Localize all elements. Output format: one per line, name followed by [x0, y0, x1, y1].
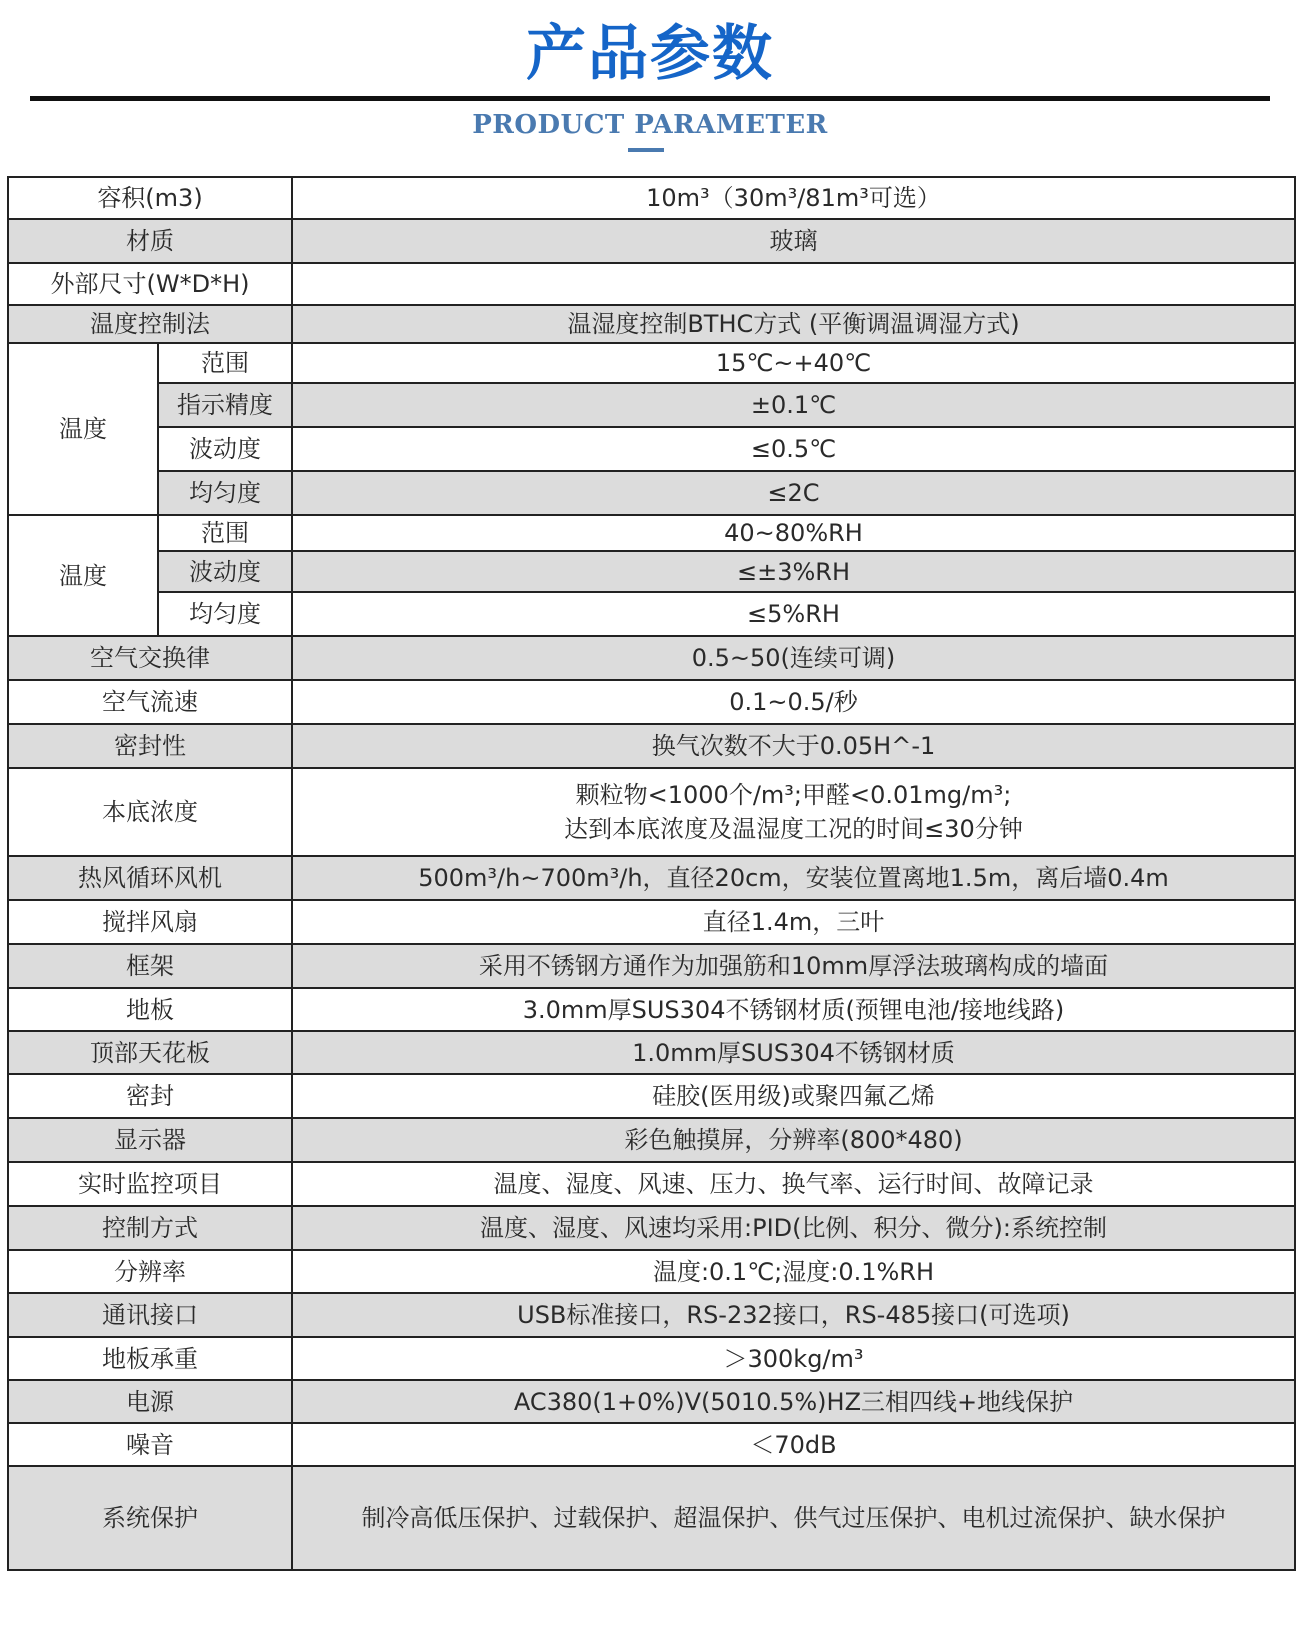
param-value-line: 颗粒物<1000个/m³;甲醛<0.01mg/m³;: [575, 781, 1012, 809]
table-row: [8, 680, 1295, 724]
param-value: 换气次数不大于0.05H^-1: [292, 724, 1295, 768]
param-value: 500m³/h~700m³/h，直径20cm，安装位置离地1.5m，离后墙0.4m: [292, 856, 1295, 900]
param-value: 10m³（30m³/81m³可选）: [292, 177, 1295, 219]
param-value: 制冷高低压保护、过载保护、超温保护、供气过压保护、电机过流保护、缺水保护: [292, 1466, 1295, 1570]
table-row: [8, 724, 1295, 768]
param-label: 外部尺寸(W*D*H): [8, 263, 292, 305]
param-value: 15℃~+40℃: [292, 343, 1295, 383]
param-value: [292, 768, 1295, 856]
table-row: [8, 1380, 1295, 1423]
param-label: 温度控制法: [8, 305, 292, 343]
param-value: 1.0mm厚SUS304不锈钢材质: [292, 1031, 1295, 1074]
param-value: 温度:0.1℃;湿度:0.1%RH: [292, 1250, 1295, 1293]
table-row: [8, 177, 1295, 219]
table-row: [8, 944, 1295, 988]
param-sublabel: 均匀度: [158, 592, 292, 636]
title-divider: [30, 96, 1270, 101]
param-group-label: 温度: [8, 343, 158, 515]
param-label: 空气流速: [8, 680, 292, 724]
table-row: [8, 900, 1295, 944]
param-value: 彩色触摸屏，分辨率(800*480): [292, 1118, 1295, 1162]
param-value: 温度、湿度、风速均采用:PID(比例、积分、微分):系统控制: [292, 1206, 1295, 1250]
param-sublabel: 波动度: [158, 427, 292, 471]
table-row: [8, 515, 1295, 551]
param-label: 控制方式: [8, 1206, 292, 1250]
table-row: [8, 592, 1295, 636]
param-label: 通讯接口: [8, 1293, 292, 1337]
page-title: 产品参数: [526, 19, 774, 89]
table-row: [8, 1206, 1295, 1250]
param-group-label: 温度: [8, 515, 158, 636]
param-value: ≤±3%RH: [292, 551, 1295, 592]
param-sublabel: 范围: [158, 515, 292, 551]
param-value: 0.5~50(连续可调): [292, 636, 1295, 680]
param-label: 地板承重: [8, 1337, 292, 1380]
table-row: [8, 551, 1295, 592]
param-label: 实时监控项目: [8, 1162, 292, 1206]
param-label: 热风循环风机: [8, 856, 292, 900]
table-row: [8, 383, 1295, 427]
param-value: [292, 263, 1295, 305]
param-label: 框架: [8, 944, 292, 988]
param-sublabel: 范围: [158, 343, 292, 383]
param-value: AC380(1+0%)V(5010.5%)HZ三相四线+地线保护: [292, 1380, 1295, 1423]
param-label: 电源: [8, 1380, 292, 1423]
param-value: 玻璃: [292, 219, 1295, 263]
table-row: [8, 305, 1295, 343]
table-row: [8, 471, 1295, 515]
subtitle-accent-bar: [628, 148, 664, 152]
param-label: 本底浓度: [8, 768, 292, 856]
table-row: [8, 1074, 1295, 1118]
table-row: [8, 219, 1295, 263]
param-value: ≤5%RH: [292, 592, 1295, 636]
param-value: 硅胶(医用级)或聚四氟乙烯: [292, 1074, 1295, 1118]
table-row: [8, 1250, 1295, 1293]
table-row: [8, 1293, 1295, 1337]
param-value: 40~80%RH: [292, 515, 1295, 551]
param-label: 密封: [8, 1074, 292, 1118]
param-sublabel: 指示精度: [158, 383, 292, 427]
param-label: 空气交换律: [8, 636, 292, 680]
table-row: [8, 1466, 1295, 1570]
param-label: 顶部天花板: [8, 1031, 292, 1074]
table-row: [8, 988, 1295, 1031]
param-value: 直径1.4m，三叶: [292, 900, 1295, 944]
table-row: [8, 427, 1295, 471]
table-row: [8, 1162, 1295, 1206]
param-sublabel: 均匀度: [158, 471, 292, 515]
table-row: [8, 768, 1295, 856]
param-label: 噪音: [8, 1423, 292, 1466]
param-sublabel: 波动度: [158, 551, 292, 592]
param-value: 3.0mm厚SUS304不锈钢材质(预锂电池/接地线路): [292, 988, 1295, 1031]
param-label: 地板: [8, 988, 292, 1031]
parameter-table: [7, 176, 1296, 1571]
table-row: [8, 1118, 1295, 1162]
param-label: 材质: [8, 219, 292, 263]
param-value: 采用不锈钢方通作为加强筋和10mm厚浮法玻璃构成的墙面: [292, 944, 1295, 988]
param-label: 搅拌风扇: [8, 900, 292, 944]
table-row: [8, 263, 1295, 305]
table-row: [8, 636, 1295, 680]
param-label: 分辨率: [8, 1250, 292, 1293]
param-value: ＜70dB: [292, 1423, 1295, 1466]
param-label: 容积(m3): [8, 177, 292, 219]
param-label: 系统保护: [8, 1466, 292, 1570]
param-value: ＞300kg/m³: [292, 1337, 1295, 1380]
param-value: ≤2C: [292, 471, 1295, 515]
param-value: 0.1~0.5/秒: [292, 680, 1295, 724]
table-row: [8, 1423, 1295, 1466]
param-value: 温湿度控制BTHC方式 (平衡调温调湿方式): [292, 305, 1295, 343]
param-value: USB标准接口，RS-232接口，RS-485接口(可选项): [292, 1293, 1295, 1337]
table-row: [8, 856, 1295, 900]
table-row: [8, 343, 1295, 383]
table-row: [8, 1337, 1295, 1380]
param-label: 密封性: [8, 724, 292, 768]
param-value: ±0.1℃: [292, 383, 1295, 427]
table-row: [8, 1031, 1295, 1074]
param-value: 温度、湿度、风速、压力、换气率、运行时间、故障记录: [292, 1162, 1295, 1206]
param-value: ≤0.5℃: [292, 427, 1295, 471]
page-subtitle: PRODUCT PARAMETER: [472, 110, 828, 140]
param-value-line: 达到本底浓度及温湿度工况的时间≤30分钟: [564, 815, 1023, 843]
param-label: 显示器: [8, 1118, 292, 1162]
